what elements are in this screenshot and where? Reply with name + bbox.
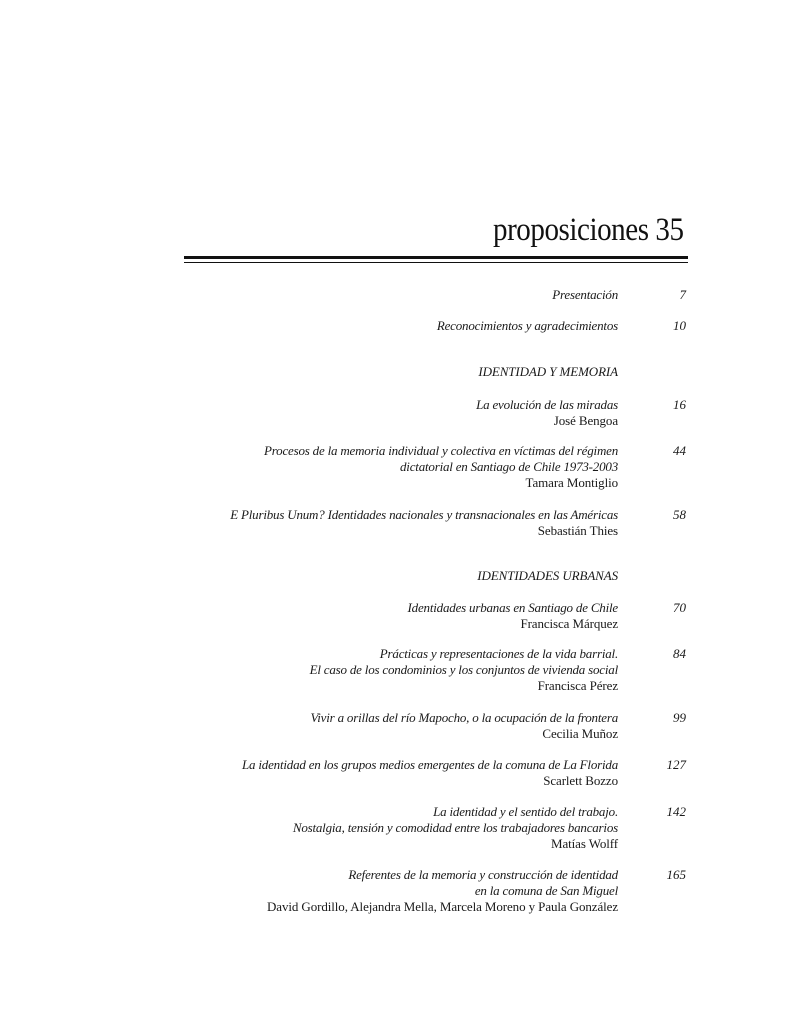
article-title: E Pluribus Unum? Identidades nacionales y transnacionales en las Américas <box>230 507 618 522</box>
toc-entry-text <box>148 397 618 429</box>
toc-entry-text <box>148 443 618 491</box>
section-heading: IDENTIDAD Y MEMORIA <box>478 364 618 379</box>
article-title: La identidad y el sentido del trabajo. <box>433 804 618 819</box>
article-title: La identidad en los grupos medios emergentes de la comuna de La Florida <box>241 757 618 772</box>
article-title: Identidades urbanas en Santiago de Chile <box>407 600 618 615</box>
toc-entry-text <box>148 646 618 694</box>
article-author: Cecilia Muñoz <box>542 726 618 741</box>
page-number: 70 <box>673 600 686 615</box>
page-number: 7 <box>679 287 686 302</box>
section-heading: IDENTIDADES URBANAS <box>477 568 618 583</box>
page-number: 165 <box>666 867 686 882</box>
toc-entry-text <box>148 867 618 915</box>
page-number: 58 <box>673 507 686 522</box>
page-number: 142 <box>666 804 686 819</box>
toc-entry-text <box>148 757 618 789</box>
page-number: 10 <box>673 318 686 333</box>
article-title: Nostalgia, tensión y comodidad entre los trabajadores bancarios <box>292 820 618 835</box>
toc-entry-text <box>148 804 618 852</box>
page-number: 44 <box>673 443 686 458</box>
article-author: Francisca Pérez <box>537 678 618 693</box>
article-title: La evolución de las miradas <box>476 397 618 412</box>
article-title: en la comuna de San Miguel <box>474 883 618 898</box>
page-number: 84 <box>673 646 686 661</box>
journal-title: proposiciones 35 <box>493 212 684 248</box>
toc-entry-text <box>148 600 618 632</box>
article-author: David Gordillo, Alejandra Mella, Marcela Moreno y Paula González <box>267 899 618 914</box>
toc-entry-text <box>148 318 618 334</box>
article-title: Presentación <box>552 287 618 302</box>
toc-entry-text <box>148 287 618 303</box>
toc-entry-text <box>148 507 618 539</box>
article-author: Tamara Montiglio <box>525 475 618 490</box>
toc-entry-text <box>148 710 618 742</box>
page-number: 99 <box>673 710 686 725</box>
article-author: Matías Wolff <box>551 836 618 851</box>
article-title: Reconocimientos y agradecimientos <box>436 318 618 333</box>
article-title: El caso de los condominios y los conjuntos de vivienda social <box>309 662 618 677</box>
article-author: Sebastián Thies <box>537 523 618 538</box>
article-title: Vivir a orillas del río Mapocho, o la ocupación de la frontera <box>310 710 618 725</box>
article-author: Francisca Márquez <box>520 616 618 631</box>
article-title: dictatorial en Santiago de Chile 1973-2003 <box>400 459 618 474</box>
title-rule-thick <box>184 256 688 259</box>
title-rule-thin <box>184 262 688 263</box>
article-title: Referentes de la memoria y construcción de identidad <box>348 867 618 882</box>
page-number: 127 <box>666 757 686 772</box>
page-number: 16 <box>673 397 686 412</box>
article-title: Procesos de la memoria individual y colectiva en víctimas del régimen <box>264 443 618 458</box>
article-title: Prácticas y representaciones de la vida barrial. <box>379 646 618 661</box>
article-author: José Bengoa <box>553 413 618 428</box>
article-author: Scarlett Bozzo <box>543 773 618 788</box>
